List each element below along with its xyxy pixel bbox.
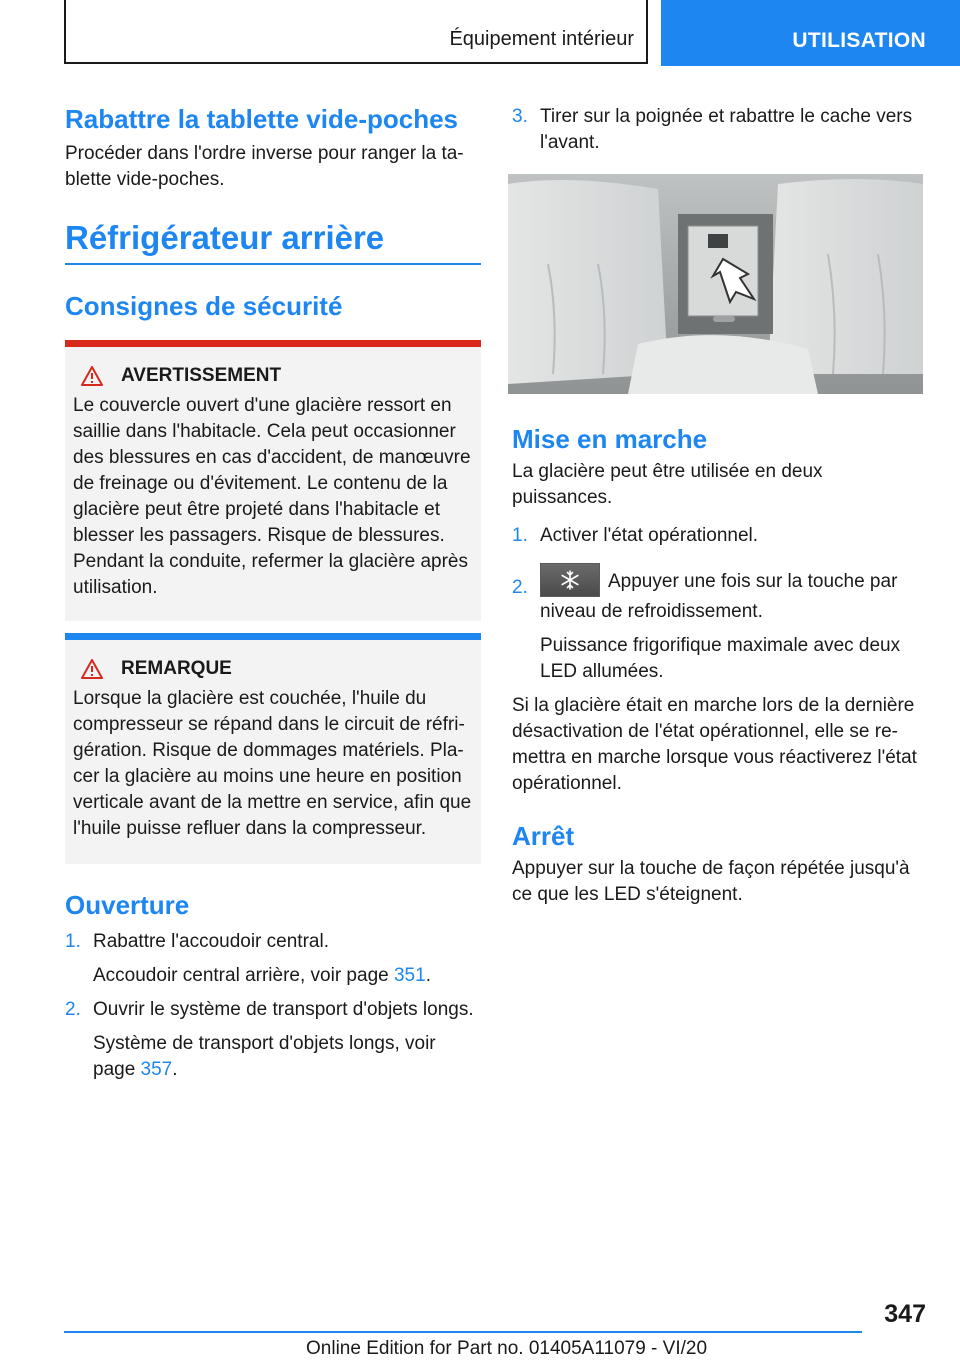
footer-edition: Online Edition for Part no. 01405A11079 - VI/20: [306, 1338, 708, 1359]
step-period: .: [172, 1059, 178, 1080]
caution-triangle-icon: [81, 659, 103, 679]
page-number: 347: [884, 1300, 926, 1328]
step-text: Tirer sur la poignée et rabattre le cache vers l'avant.: [540, 106, 913, 153]
note-title: [73, 658, 473, 680]
note-text: Lorsque la glacière est couchée, l'huile du compresseur se répand dans le circuit de réfri-gération. Risque de dommages matériels. Pla-cer la glacière au moins une heure en position verticale avant de la mettre en service, afin que l'huile puisse refluer dans la compresseur.: [73, 688, 472, 839]
step-text: Rabattre l'accoudoir central.: [93, 931, 329, 952]
list-item: [512, 523, 924, 549]
header-section-title: Équipement intérieur: [449, 28, 634, 50]
fridge-heading: Réfrigérateur arrière: [65, 219, 385, 256]
rear-fridge-photo: [508, 174, 923, 394]
opening-steps-continued: [512, 104, 924, 156]
tablet-text: Procéder dans l'ordre inverse pour ranger la ta-blette vide-poches.: [65, 143, 464, 190]
step-number: 1.: [512, 525, 528, 546]
step-text: Appuyer une fois sur la touche par niveau de refroidissement.: [540, 571, 898, 622]
step-subtext: Puissance frigorifique maximale avec deux LED allumées.: [540, 635, 901, 682]
step-reference-text: Système de transport d'objets longs, voir page: [93, 1033, 436, 1080]
header-frame: [64, 0, 648, 64]
opening-steps: [65, 929, 481, 1083]
left-column: [65, 100, 481, 1083]
step-text: Ouvrir le système de transport d'objets longs.: [93, 999, 474, 1020]
warning-triangle-icon: [81, 366, 103, 386]
header-chapter-tab[interactable]: [661, 0, 960, 66]
list-item: [512, 565, 924, 685]
warning-title: [73, 365, 473, 387]
note-box: [65, 633, 481, 864]
start-after-text: Si la glacière était en marche lors de la dernière désactivation de l'état opérationnel, elle se re-mettra en marche lorsque vous réactiverez l'état opérationnel.: [512, 695, 917, 794]
warning-label: AVERTISSEMENT: [121, 365, 282, 386]
step-number: 2.: [512, 577, 528, 598]
tablet-heading: Rabattre la tablette vide-poches: [65, 104, 458, 134]
rear-seat-illustration: [508, 174, 923, 394]
step-subtext: [93, 1031, 481, 1083]
step-number: 1.: [65, 931, 81, 952]
safety-heading: Consignes de sécurité: [65, 291, 343, 321]
warning-text: Le couvercle ouvert d'une glacière ressort en saillie dans l'habitacle. Cela peut occasionner des blessures en cas d'accident, de manœuvre de freinage ou d'évitement. Le contenu de la glacière peut être projeté dans l'habitacle et blesser les passagers. Risque de blessures. Pendant la conduite, refermer la glacière après utilisation.: [73, 395, 471, 598]
start-heading: Mise en marche: [512, 424, 708, 454]
step-reference-text: Accoudoir central arrière, voir page: [93, 965, 394, 986]
list-item: [65, 997, 481, 1083]
header-chapter-label: UTILISATION: [792, 29, 926, 52]
stop-text: Appuyer sur la touche de façon répétée jusqu'à ce que les LED s'éteignent.: [512, 858, 910, 905]
page-link-357[interactable]: 357: [140, 1059, 173, 1080]
note-label: REMARQUE: [121, 658, 232, 679]
start-steps: [512, 523, 924, 685]
warning-box: [65, 340, 481, 621]
snowflake-button-icon: [540, 563, 600, 597]
right-column: [512, 100, 924, 908]
step-period: .: [425, 965, 431, 986]
step-number: 3.: [512, 106, 528, 127]
fridge-heading-rule: [65, 219, 481, 265]
step-subtext: [93, 963, 481, 989]
footer-rule: [64, 1331, 862, 1333]
opening-heading: Ouverture: [65, 890, 190, 920]
step-text: Activer l'état opérationnel.: [540, 525, 759, 546]
list-item: [512, 104, 924, 156]
stop-heading: Arrêt: [512, 821, 575, 851]
step-number: 2.: [65, 999, 81, 1020]
list-item: [65, 929, 481, 989]
page-link-351[interactable]: 351: [393, 965, 426, 986]
start-text: La glacière peut être utilisée en deux puissances.: [512, 461, 823, 508]
snowflake-icon: [541, 564, 599, 596]
